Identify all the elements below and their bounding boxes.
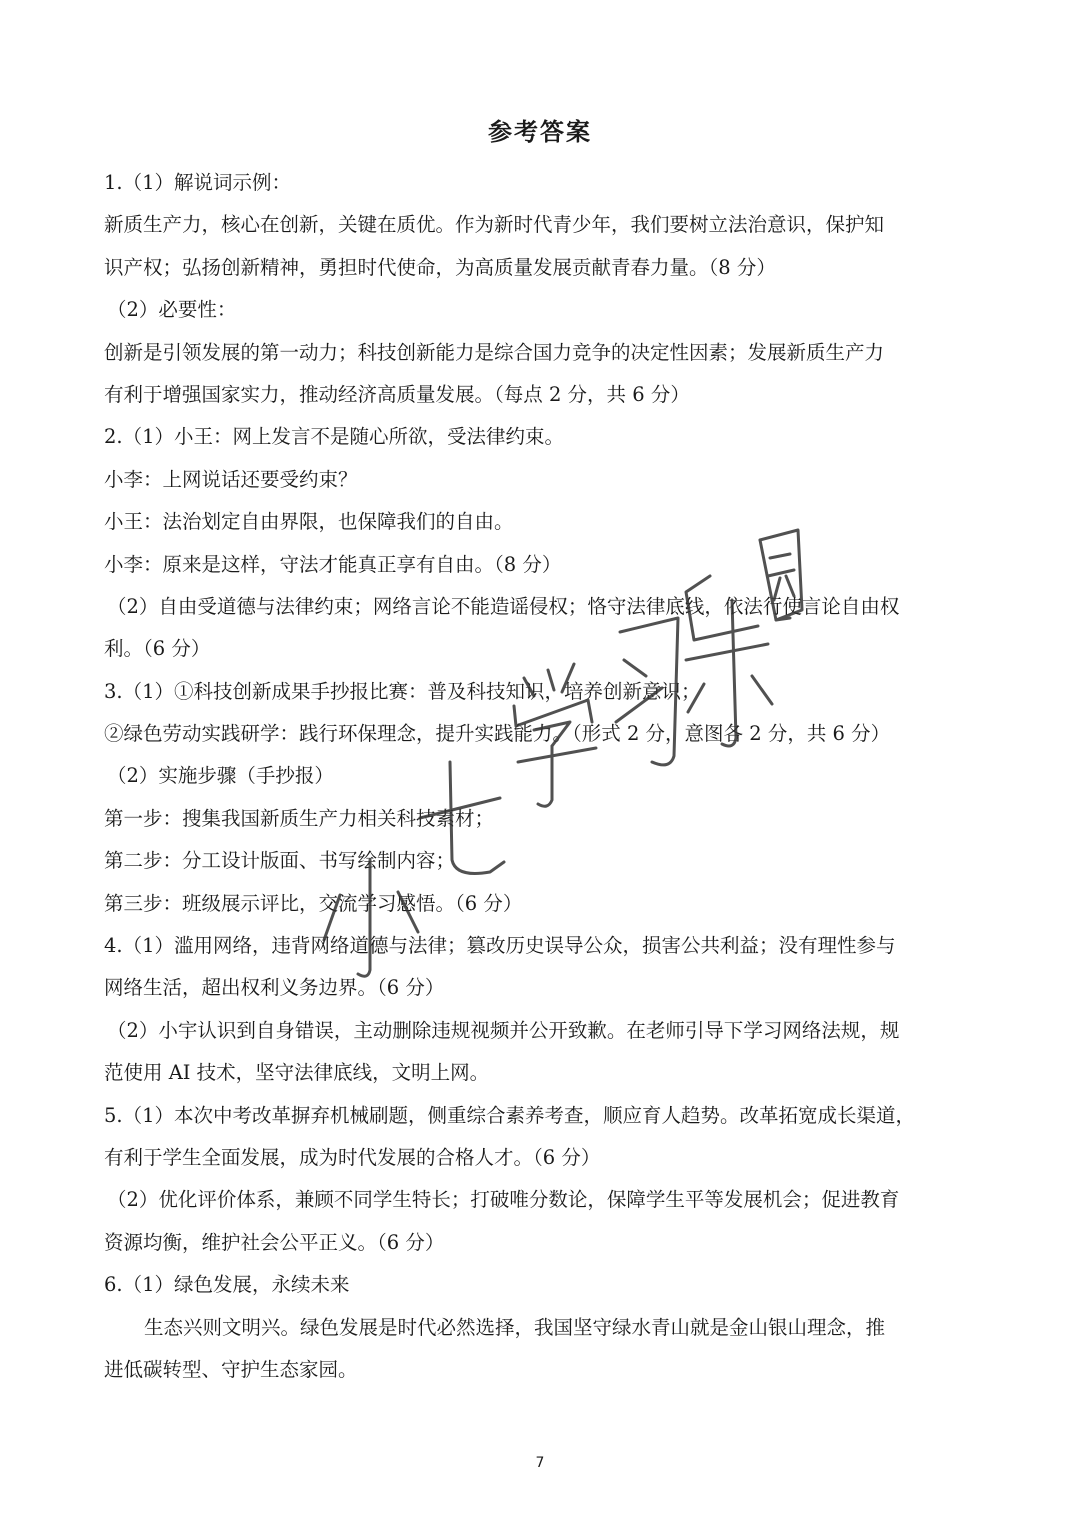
text-line: 资源均衡，维护社会公平正义。（6 分） (104, 1230, 445, 1254)
text-line: 利。（6 分） (104, 637, 211, 661)
text-line: 有利于增强国家实力，推动经济高质量发展。（每点 2 分，共 6 分） (104, 382, 690, 406)
text-line: 第二步：分工设计版面、书写绘制内容； (104, 849, 456, 873)
text-line: 3.（1）①科技创新成果手抄报比赛：普及科技知识，培养创新意识； (104, 679, 701, 703)
text-line: 1.（1）解说词示例： (104, 171, 292, 194)
text-line: （2）自由受道德与法律约束；网络言论不能造谣侵权；恪守法律底线，依法行使言论自由权 (107, 594, 900, 618)
text-line: 第三步：班级展示评比，交流学习感悟。（6 分） (104, 891, 523, 915)
text-line: 小王：法治划定自由界限，也保障我们的自由。 (104, 510, 514, 534)
text-line: 第一步：搜集我国新质生产力相关科技素材； (104, 806, 495, 830)
text-line: （2）必要性： (107, 298, 237, 322)
text-line: 2.（1）小王：网上发言不是随心所欲，受法律约束。 (104, 425, 565, 449)
text-line: （2）优化评价体系，兼顾不同学生特长；打破唯分数论，保障学生平等发展机会；促进教育 (107, 1188, 900, 1212)
text-line: 小李：原来是这样，守法才能真正享有自由。（8 分） (104, 552, 562, 576)
text-line: 进低碳转型、守护生态家园。 (104, 1357, 358, 1381)
text-line: 4.（1）滥用网络，违背网络道德与法律；篡改历史误导公众，损害公共利益；没有理性参与 (104, 934, 896, 958)
page-number: 7 (535, 1455, 545, 1471)
text-line: （2）小宇认识到自身错误，主动删除违规视频并公开致歉。在老师引导下学习网络法规，规 (107, 1018, 900, 1042)
text-line: 生态兴则文明兴。绿色发展是时代必然选择，我国坚守绿水青山就是金山银山理念，推 (144, 1315, 886, 1339)
text-line: ②绿色劳动实践研学：践行环保理念，提升实践能力。（形式 2 分，意图各 2 分，共 6 分） (104, 722, 891, 746)
page-title: 参考答案 (488, 118, 592, 146)
text-line: （2）实施步骤（手抄报） (107, 764, 334, 788)
text-line: 有利于学生全面发展，成为时代发展的合格人才。（6 分） (104, 1145, 601, 1169)
text-line: 网络生活，超出权利义务边界。（6 分） (104, 976, 445, 1000)
text-line: 新质生产力，核心在创新，关键在质优。作为新时代青少年，我们要树立法治意识，保护知 (104, 213, 885, 237)
text-line: 创新是引领发展的第一动力；科技创新能力是综合国力竞争的决定性因素；发展新质生产力 (104, 340, 885, 364)
text-line: 识产权；弘扬创新精神，勇担时代使命，为高质量发展贡献青春力量。（8 分） (104, 255, 776, 279)
answer-body (104, 162, 980, 1391)
text-line: 5.（1）本次中考改革摒弃机械刷题，侧重综合素养考查，顺应育人趋势。改革拓宽成长渠道， (104, 1103, 916, 1127)
text-line: 6.（1）绿色发展，永续未来 (104, 1273, 350, 1297)
text-line: 范使用 AI 技术，坚守法律底线，文明上网。 (104, 1061, 490, 1085)
text-line: 小李：上网说话还要受约束？ (104, 467, 358, 491)
